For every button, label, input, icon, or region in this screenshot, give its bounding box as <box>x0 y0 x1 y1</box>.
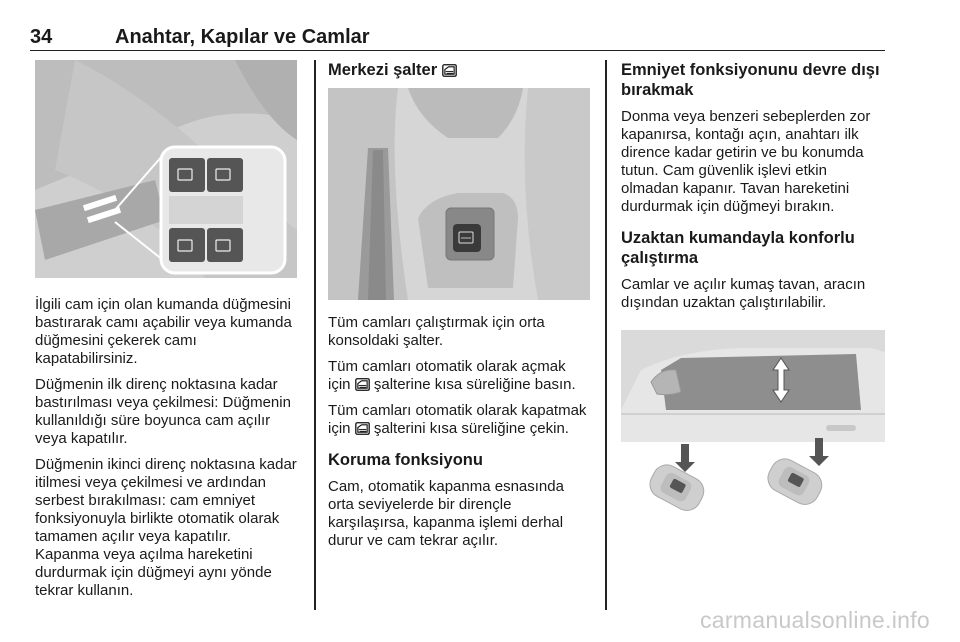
paragraph: İlgili cam için olan kumanda düğmesini bastırarak camı açabilir veya kumanda düğmesini çekerek camı kapatabilirsiniz. <box>35 296 292 367</box>
window-switch-icon <box>355 422 370 435</box>
paragraph: Tüm camları otomatik olarak kapatmak için şalterini kısa süreliğine çekin. <box>328 402 587 437</box>
section-heading: Emniyet fonksiyonunu devre dışı bırakmak <box>621 61 880 99</box>
paragraph: Camlar ve açılır kumaş tavan, aracın dışından uzaktan çalıştırılabilir. <box>621 276 866 311</box>
paragraph: Düğmenin ilk direnç noktasına kadar bastırılması veya çekilmesi: Düğmenin kullanıldığı süre boyunca cam açılır veya kapatılır. <box>35 376 291 447</box>
column-divider <box>605 60 607 610</box>
column-divider <box>314 60 316 610</box>
window-switch-icon <box>442 64 457 77</box>
door-switch-figure <box>35 60 297 278</box>
window-switch-icon <box>355 378 370 391</box>
paragraph: Tüm camları çalıştırmak için orta konsoldaki şalter. <box>328 314 545 349</box>
paragraph: Donma veya benzeri sebeplerden zor kapanırsa, kontağı açın, anahtarı ilk dirence kadar getirin ve bu konumda tutun. Cam güvenlik işlevi etkin olmadan kapanır. Tavan hareketini durdurmak için düğmeyi bırakın. <box>621 108 871 215</box>
central-switch-figure <box>328 88 590 300</box>
section-heading: Koruma fonksiyonu <box>328 451 483 469</box>
section-heading: Merkezi şalter <box>328 60 590 80</box>
column-1 <box>35 60 297 608</box>
page-number: 34 <box>30 26 53 48</box>
paragraph: Tüm camları otomatik olarak açmak için şalterine kısa süreliğine basın. <box>328 358 576 393</box>
column-2 <box>328 60 590 558</box>
remote-control-figure <box>621 330 885 532</box>
paragraph: Cam, otomatik kapanma esnasında orta seviyelerde bir dirençle karşılaşırsa, kapanma işlemi derhal durur ve cam tekrar açılır. <box>328 478 564 549</box>
section-heading: Uzaktan kumandayla konforlu çalıştırma <box>621 229 855 267</box>
watermark: carmanualsonline.info <box>699 607 930 633</box>
column-3 <box>621 60 887 532</box>
page-header <box>30 26 885 51</box>
page-title: Anahtar, Kapılar ve Camlar <box>115 26 370 48</box>
paragraph: Düğmenin ikinci direnç noktasına kadar itilmesi veya çekilmesi ve ardından serbest bırakılması: cam emniyet fonksiyonuyla birlikte otomatik olarak tamamen açılır veya kapatılır. Kapanma veya açılma hareketini durdurmak için düğmeyi aynı yönde tekrar kullanın. <box>35 456 297 599</box>
